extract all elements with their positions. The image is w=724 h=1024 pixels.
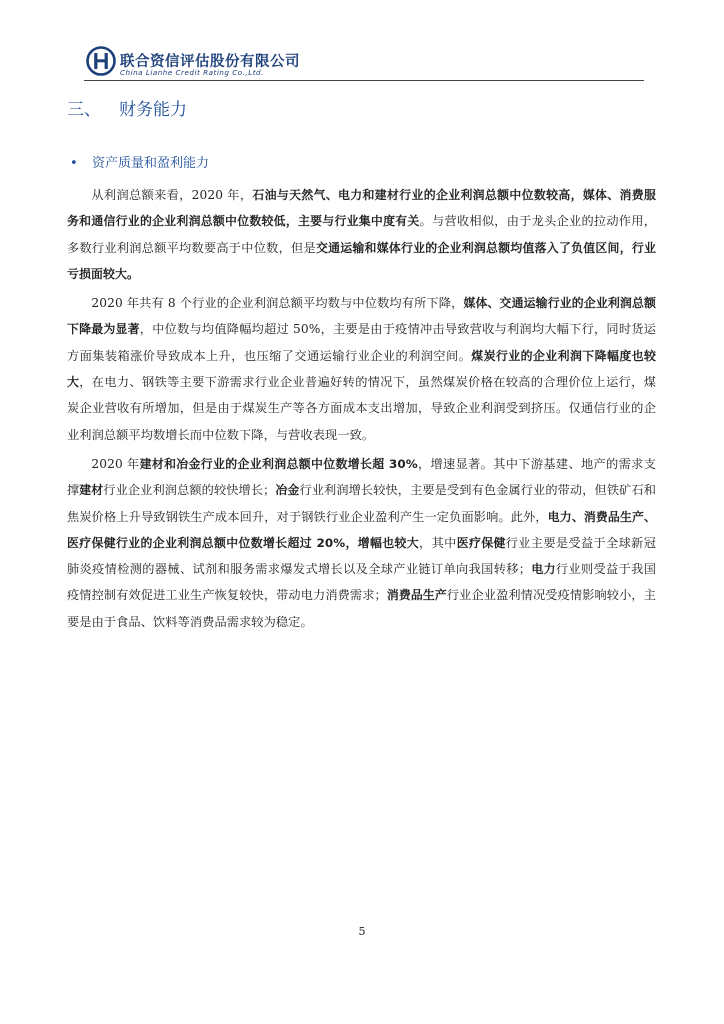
section-title: 财务能力 xyxy=(119,100,187,120)
bullet-icon: • xyxy=(70,156,78,171)
body-text xyxy=(67,182,656,638)
company-name-cn: 联合资信评估股份有限公司 xyxy=(120,54,300,70)
lianhe-logo-icon xyxy=(86,46,116,76)
paragraph-2 xyxy=(67,290,656,448)
text-run-bold: 交通运输和媒体行业的企业利润总额均值落入了负值区间，行业亏损面较大。 xyxy=(67,240,656,281)
text-run-bold: 建材 xyxy=(79,483,104,498)
text-run-bold: 石油与天然气、电力和建材行业的企业利润总额中位数较高，媒体、消费服务和通信行业的企业利润总额中位数较低，主要与行业集中度有关 xyxy=(67,188,657,229)
company-name-en: China Lianhe Credit Rating Co.,Ltd. xyxy=(120,68,264,77)
text-run-bold: 媒体、交通运输行业的企业利润总额下降最为显著 xyxy=(67,296,656,337)
text-run-bold: 医疗保健 xyxy=(456,535,506,550)
text-run-bold: 建材和冶金行业的企业利润总额中位数增长超 30% xyxy=(139,456,418,471)
text-run: ，增速显著。其中下游基建、地产的需求支撑 xyxy=(67,456,656,498)
text-run: 行业企业盈利情况受疫情影响较小，主要是由于食品、饮料等消费品需求较为稳定。 xyxy=(67,588,656,629)
text-run-bold: 冶金 xyxy=(275,483,300,498)
text-run: ，中位数与均值降幅均超过 50%，主要是由于疫情冲击导致营收与利润均大幅下行，同时货运方面集装箱涨价导致成本上升，也压缩了交通运输行业企业的利润空间。 xyxy=(67,322,656,363)
text-run: 2020 年共有 8 个行业的企业利润总额平均数与中位数均有所下降， xyxy=(91,296,464,311)
text-run: ，其中 xyxy=(419,535,457,550)
page-number: 5 xyxy=(358,925,366,938)
text-run: 行业主要是受益于全球新冠肺炎疫情检测的器械、试剂和服务需求爆发式增长以及全球产业链订单向我国转移； xyxy=(67,535,657,577)
header-divider xyxy=(84,80,644,81)
text-run: 行业则受益于我国疫情控制有效促进工业生产恢复较快，带动电力消费需求； xyxy=(67,562,656,603)
paragraph-3 xyxy=(67,451,656,635)
text-run: 行业企业利润总额的较快增长； xyxy=(103,483,276,498)
text-run: 2020 年 xyxy=(91,456,140,471)
text-run: ，在电力、钢铁等主要下游需求行业企业普遍好转的情况下，虽然煤炭价格在较高的合理价位上运行，煤炭企业营收有所增加，但是由于煤炭生产等各方面成本支出增加，导致企业利润受到挤压。仅通信行业的企业利润总额平均数增长而中位数下降，与营收表现一致。 xyxy=(67,375,656,442)
text-run: 从利润总额来看，2020 年， xyxy=(91,188,253,202)
paragraph-1 xyxy=(67,182,656,287)
subsection-heading xyxy=(70,152,209,171)
text-run-bold: 煤炭行业的企业利润下降幅度也较大 xyxy=(67,348,656,390)
text-run-bold: 消费品生产 xyxy=(386,588,447,603)
text-run: 行业利润增长较快，主要是受到有色金属行业的带动，但铁矿石和焦炭价格上升导致钢铁生产成本回升，对于钢铁行业企业盈利产生一定负面影响。此外， xyxy=(67,483,656,524)
text-run: 。与营收相似，由于龙头企业的拉动作用，多数行业利润总额平均数要高于中位数，但是 xyxy=(67,214,656,255)
section-heading xyxy=(67,95,187,120)
section-number: 三、 xyxy=(67,100,101,120)
subsection-title: 资产质量和盈利能力 xyxy=(92,156,210,171)
text-run-bold: 电力 xyxy=(531,562,556,577)
text-run-bold: 电力、消费品生产、医疗保健行业的企业利润总额中位数增长超过 20%，增幅也较大 xyxy=(67,509,656,550)
